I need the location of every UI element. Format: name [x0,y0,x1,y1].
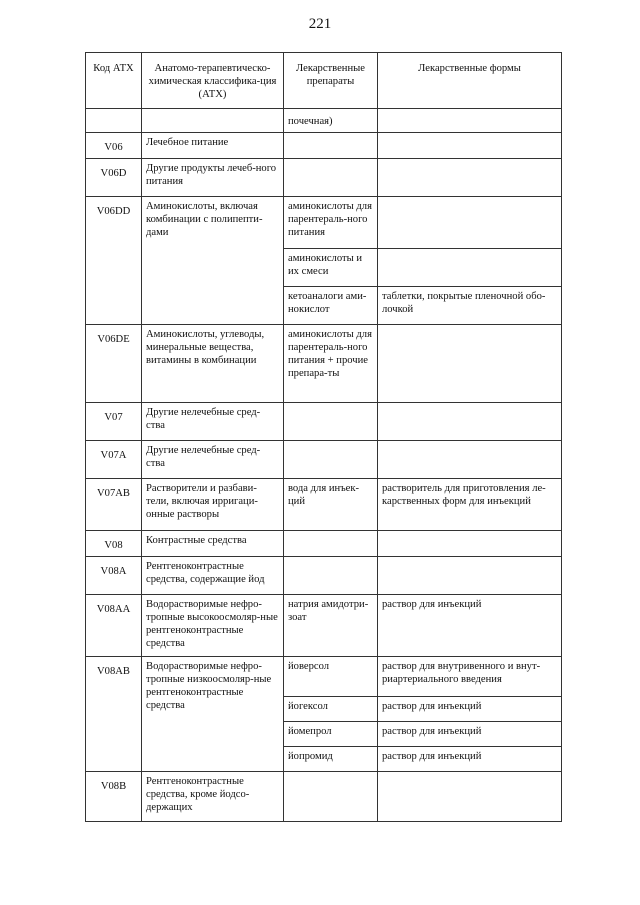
atc-name-cell: Лечебное питание [142,133,284,159]
atc-code-cell: V08A [86,557,142,595]
preparation-cell: натрия амидотри-зоат [284,595,378,657]
table-row [86,531,562,557]
dosage-form-cell [378,557,562,595]
table-row [86,325,562,403]
atc-name-cell: Растворители и разбави-тели, включая ирригаци-онные растворы [142,479,284,531]
table-row [86,159,562,197]
code-cell [86,109,142,133]
table-header-row [86,53,562,109]
table-row [86,772,562,822]
dosage-form-cell: раствор для инъекций [378,595,562,657]
header-classification: Анатомо-терапевтическо-химическая классифика-ция (АТХ) [142,53,284,109]
preparation-cell [284,531,378,557]
atc-code-cell: V07AB [86,479,142,531]
preparation-cell [284,133,378,159]
preparation-cell: йоверсол [284,657,378,697]
atc-name-cell: Другие продукты лечеб-ного питания [142,159,284,197]
atc-code-cell: V08AA [86,595,142,657]
atc-name-cell: Водорастворимые нефро-тропные низкоосмоляр-ные рентгеноконтрастные средства [142,657,284,772]
dosage-form-cell: таблетки, покрытые пленочной обо-лочкой [378,287,562,325]
preparation-cell [284,159,378,197]
preparation-cell: вода для инъек-ций [284,479,378,531]
dosage-form-cell: раствор для инъекций [378,747,562,772]
table-row [86,595,562,657]
preparation-cell [284,403,378,441]
dosage-form-cell: раствор для инъекций [378,697,562,722]
header-preparations: Лекарственные препараты [284,53,378,109]
atc-name-cell: Рентгеноконтрастные средства, кроме йодсо-держащих [142,772,284,822]
preparation-cell [284,441,378,479]
atc-code-cell: V08 [86,531,142,557]
dosage-form-cell [378,772,562,822]
page-number: 221 [308,16,332,32]
preparat-cell: почечная) [284,109,378,133]
table-row [86,441,562,479]
atc-name-cell: Аминокислоты, углеводы, минеральные вещества, витамины в комбинации [142,325,284,403]
preparation-cell: аминокислоты для парентераль-ного питания [284,197,378,249]
atc-code-cell: V08B [86,772,142,822]
dosage-form-cell [378,403,562,441]
dosage-form-cell [378,133,562,159]
atc-code-cell: V06DE [86,325,142,403]
atc-name-cell: Водорастворимые нефро-тропные высокоосмоляр-ные рентгеноконтрастные средства [142,595,284,657]
preparation-cell [284,557,378,595]
atc-code-cell: V07 [86,403,142,441]
header-code: Код АТХ [86,53,142,109]
atc-name-cell: Другие нелечебные сред-ства [142,441,284,479]
name-cell [142,109,284,133]
dosage-form-cell [378,197,562,249]
dosage-form-cell [378,159,562,197]
dosage-form-cell: раствор для внутривенного и внут-риартериального введения [378,657,562,697]
dosage-form-cell: растворитель для приготовления ле-карственных форм для инъекций [378,479,562,531]
atc-name-cell: Контрастные средства [142,531,284,557]
table-row [86,197,562,249]
preparation-cell [284,772,378,822]
dosage-form-cell: раствор для инъекций [378,722,562,747]
preparation-cell: йомепрол [284,722,378,747]
header-forms: Лекарственные формы [378,53,562,109]
atc-code-cell: V06 [86,133,142,159]
preparation-cell: йогексол [284,697,378,722]
atc-code-cell: V06DD [86,197,142,325]
dosage-form-cell [378,249,562,287]
atc-name-cell: Аминокислоты, включая комбинации с полипепти-дами [142,197,284,325]
atc-name-cell: Другие нелечебные сред-ства [142,403,284,441]
atc-table [85,52,562,822]
table-row [86,109,562,133]
preparation-cell: йопромид [284,747,378,772]
table-row [86,657,562,697]
table-row [86,557,562,595]
dosage-form-cell [378,531,562,557]
preparation-cell: кетоаналоги ами-нокислот [284,287,378,325]
preparation-cell: аминокислоты для парентераль-ного питания + прочие препара-ты [284,325,378,403]
atc-code-cell: V07A [86,441,142,479]
atc-name-cell: Рентгеноконтрастные средства, содержащие йод [142,557,284,595]
atc-code-cell: V06D [86,159,142,197]
preparation-cell: аминокислоты и их смеси [284,249,378,287]
table-row [86,479,562,531]
dosage-form-cell [378,325,562,403]
atc-code-cell: V08AB [86,657,142,772]
dosage-form-cell [378,441,562,479]
form-cell [378,109,562,133]
table-row [86,133,562,159]
table-row [86,403,562,441]
